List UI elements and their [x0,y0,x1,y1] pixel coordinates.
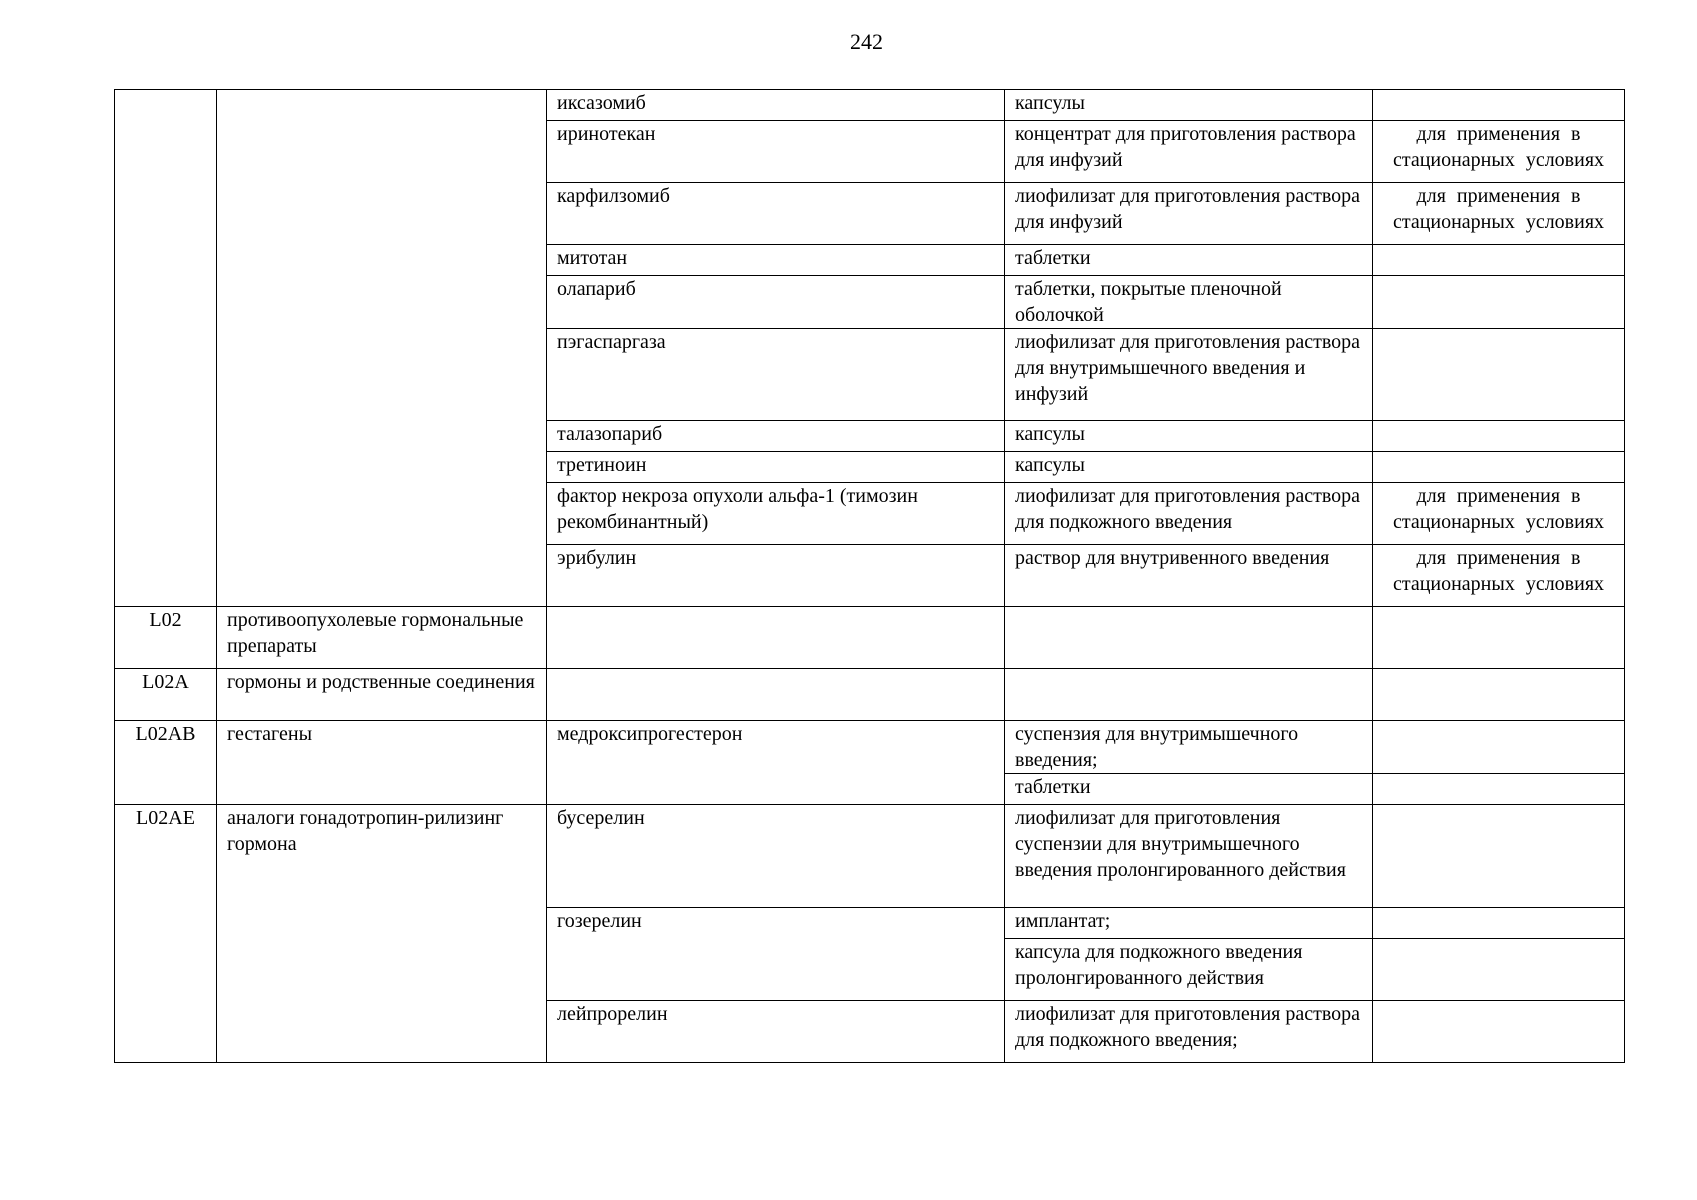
group-name-cell [217,90,547,607]
note-cell [1373,329,1625,421]
dosage-form-cell: таблетки [1005,245,1373,276]
dosage-form-cell: раствор для внутривенного введения [1005,545,1373,607]
table-row [115,607,1625,669]
group-name-cell: гестагены [217,721,547,805]
page-number: 242 [850,29,883,54]
drug-name-cell: эрибулин [547,545,1005,607]
note-cell: для применения в стационарных условиях [1373,545,1625,607]
drug-name-cell: медроксипрогестерон [547,721,1005,805]
drug-name-cell [547,607,1005,669]
note-cell [1373,607,1625,669]
drug-name-cell: карфилзомиб [547,183,1005,245]
dosage-form-cell: капсулы [1005,421,1373,452]
note-cell [1373,245,1625,276]
dosage-form-cell: концентрат для приготовления раствора для инфузий [1005,121,1373,183]
note-cell [1373,774,1625,805]
drug-table-lower [114,606,1625,1063]
table-row [115,805,1625,908]
table-row [115,721,1625,774]
note-cell [1373,805,1625,908]
atc-code-cell: L02A [115,669,217,721]
atc-code-cell [115,90,217,607]
drug-name-cell [547,669,1005,721]
drug-table [114,89,1625,607]
dosage-form-cell: суспензия для внутримышечного введения; [1005,721,1373,774]
dosage-form-cell: лиофилизат для приготовления суспензии для внутримышечного введения пролонгированного действия [1005,805,1373,908]
drug-name-cell: олапариб [547,276,1005,329]
drug-name-cell: иксазомиб [547,90,1005,121]
drug-name-cell: третиноин [547,452,1005,483]
note-cell [1373,1001,1625,1063]
drug-name-cell: иринотекан [547,121,1005,183]
dosage-form-cell: лиофилизат для приготовления раствора для инфузий [1005,183,1373,245]
note-cell [1373,276,1625,329]
dosage-form-cell: таблетки [1005,774,1373,805]
note-cell [1373,452,1625,483]
dosage-form-cell: лиофилизат для приготовления раствора для подкожного введения [1005,483,1373,545]
dosage-form-cell [1005,607,1373,669]
dosage-form-cell [1005,669,1373,721]
group-name-cell: аналоги гонадотропин-рилизинг гормона [217,805,547,1063]
atc-code-cell: L02 [115,607,217,669]
note-cell [1373,908,1625,939]
dosage-form-cell: капсула для подкожного введения пролонгированного действия [1005,939,1373,1001]
drug-name-cell: лейпрорелин [547,1001,1005,1063]
dosage-form-cell: лиофилизат для приготовления раствора для подкожного введения; [1005,1001,1373,1063]
drug-name-cell: гозерелин [547,908,1005,1001]
dosage-form-cell: имплантат; [1005,908,1373,939]
note-cell [1373,939,1625,1001]
note-cell [1373,721,1625,774]
dosage-form-cell: таблетки, покрытые пленочной оболочкой [1005,276,1373,329]
atc-code-cell: L02AE [115,805,217,1063]
group-name-cell: гормоны и родственные соединения [217,669,547,721]
note-cell: для применения в стационарных условиях [1373,121,1625,183]
dosage-form-cell: капсулы [1005,452,1373,483]
drug-name-cell: фактор некроза опухоли альфа-1 (тимозин рекомбинантный) [547,483,1005,545]
dosage-form-cell: капсулы [1005,90,1373,121]
table-row [115,90,1625,121]
group-name-cell: противоопухолевые гормональные препараты [217,607,547,669]
drug-name-cell: пэгаспаргаза [547,329,1005,421]
note-cell [1373,90,1625,121]
table-row [115,669,1625,721]
dosage-form-cell: лиофилизат для приготовления раствора для внутримышечного введения и инфузий [1005,329,1373,421]
note-cell [1373,421,1625,452]
note-cell: для применения в стационарных условиях [1373,483,1625,545]
note-cell: для применения в стационарных условиях [1373,183,1625,245]
atc-code-cell: L02AB [115,721,217,805]
note-cell [1373,669,1625,721]
drug-name-cell: бусерелин [547,805,1005,908]
drug-name-cell: митотан [547,245,1005,276]
drug-name-cell: талазопариб [547,421,1005,452]
